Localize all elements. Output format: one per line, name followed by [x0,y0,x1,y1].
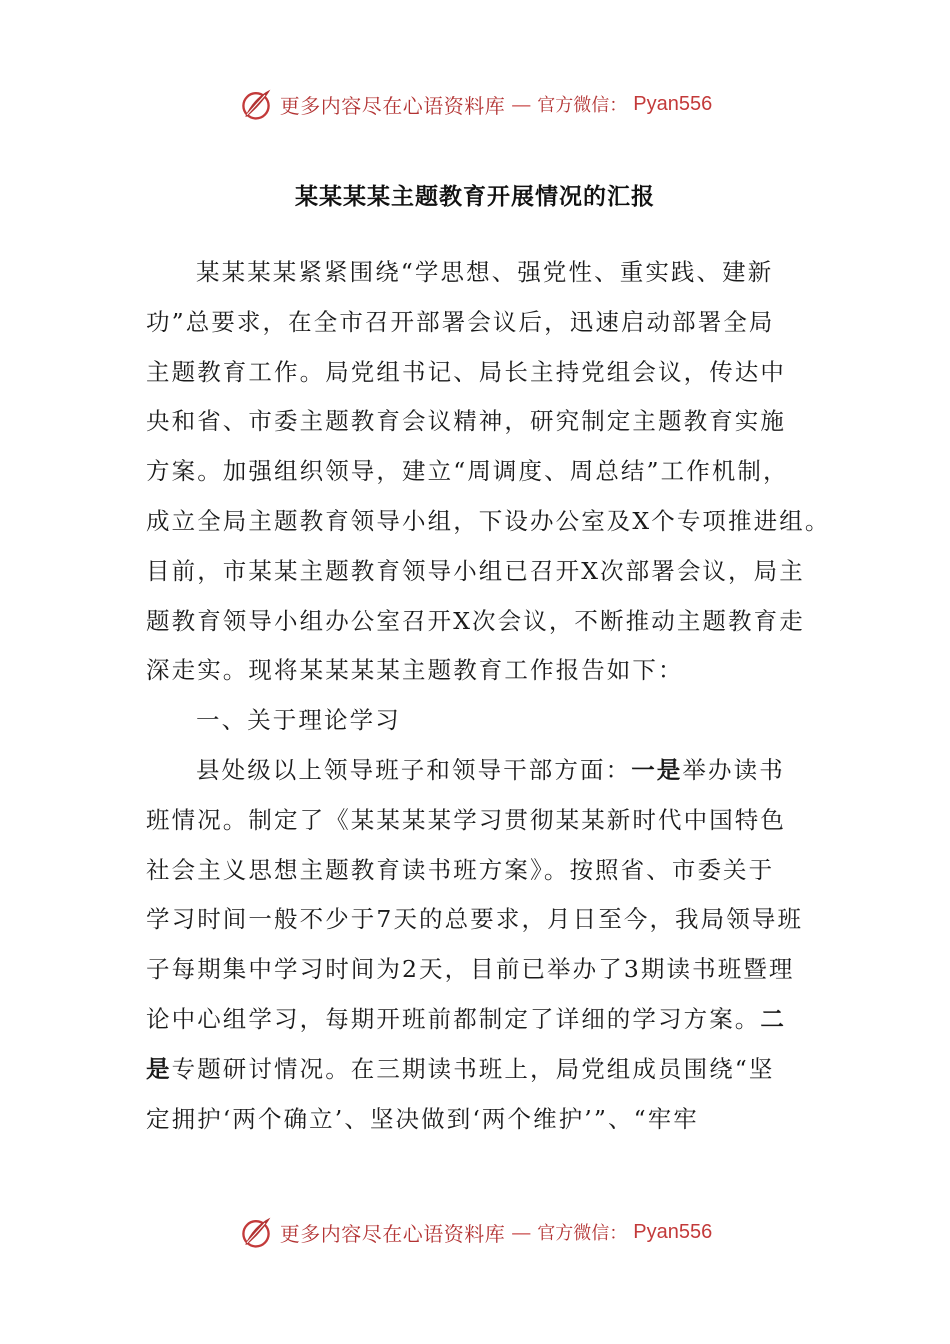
header-banner [0,82,950,126]
quill-pen-logo-icon [238,1214,274,1250]
body-line: 深走实。现将某某某某主题教育工作报告如下： [146,656,684,685]
section-heading: 一、关于理论学习 [196,706,401,735]
body-line: 题教育领导小组办公室召开X次会议，不断推动主题教育走 [146,606,805,635]
banner-wechat-id: Pyan556 [633,1220,713,1243]
body-line: 央和省、市委主题教育会议精神，研究制定主题教育实施 [146,407,786,436]
banner-main-text: 更多内容尽在心语资料库 [279,1221,506,1246]
body-line: 子每期集中学习时间为2天，目前已举办了3期读书班暨理 [146,955,795,984]
banner-label: 官方微信： [537,95,628,116]
quill-pen-logo-icon [238,86,274,122]
footer-banner [0,1210,950,1254]
emphasis-run: 二 [760,1004,787,1033]
body-line: 方案。加强组织领导，建立“周调度、周总结”工作机制， [146,457,789,486]
body-line: 某某某某紧紧围绕“学思想、强党性、重实践、建新 [196,258,774,286]
banner-label: 官方微信： [537,1223,628,1244]
body-line: 目前，市某某主题教育领导小组已召开X次部署会议，局主 [146,556,805,585]
body-line: 成立全局主题教育领导小组，下设办公室及X个专项推进组。 [146,506,831,535]
banner-main-text: 更多内容尽在心语资料库 [279,93,506,118]
emphasis-run: 一是 [631,755,683,784]
body-line: 班情况。制定了《某某某某学习贯彻某某新时代中国特色 [146,805,786,834]
document-title: 某某某某主题教育开展情况的汇报 [295,183,655,210]
banner-separator: — [511,92,532,116]
text-run: 论中心组学习，每期开班前都制定了详细的学习方案。 [146,1004,761,1033]
banner-wechat-id: Pyan556 [633,92,713,115]
body-line: 功”总要求，在全市召开部署会议后，迅速启动部署全局 [146,307,775,336]
body-line: 学习时间一般不少于7天的总要求，月日至今，我局领导班 [146,905,804,934]
text-run: 举办读书 [682,755,785,784]
body-line [146,1045,826,1095]
body-line: 定拥护‘两个确立’、坚决做到‘两个维护’”、“牢牢 [146,1104,699,1133]
body-line: 社会主义思想主题教育读书班方案》。按照省、市委关于 [146,855,775,884]
body-line [146,746,826,796]
body-line [146,995,826,1045]
emphasis-run: 是 [146,1054,172,1083]
body-line: 主题教育工作。局党组书记、局长主持党组会议，传达中 [146,357,786,386]
text-run: 专题研讨情况。在三期读书班上，局党组成员围绕“坚 [171,1054,775,1083]
text-run: 县处级以上领导班子和领导干部方面： [196,755,632,784]
document-body [146,248,831,1144]
banner-separator: — [511,1220,532,1244]
